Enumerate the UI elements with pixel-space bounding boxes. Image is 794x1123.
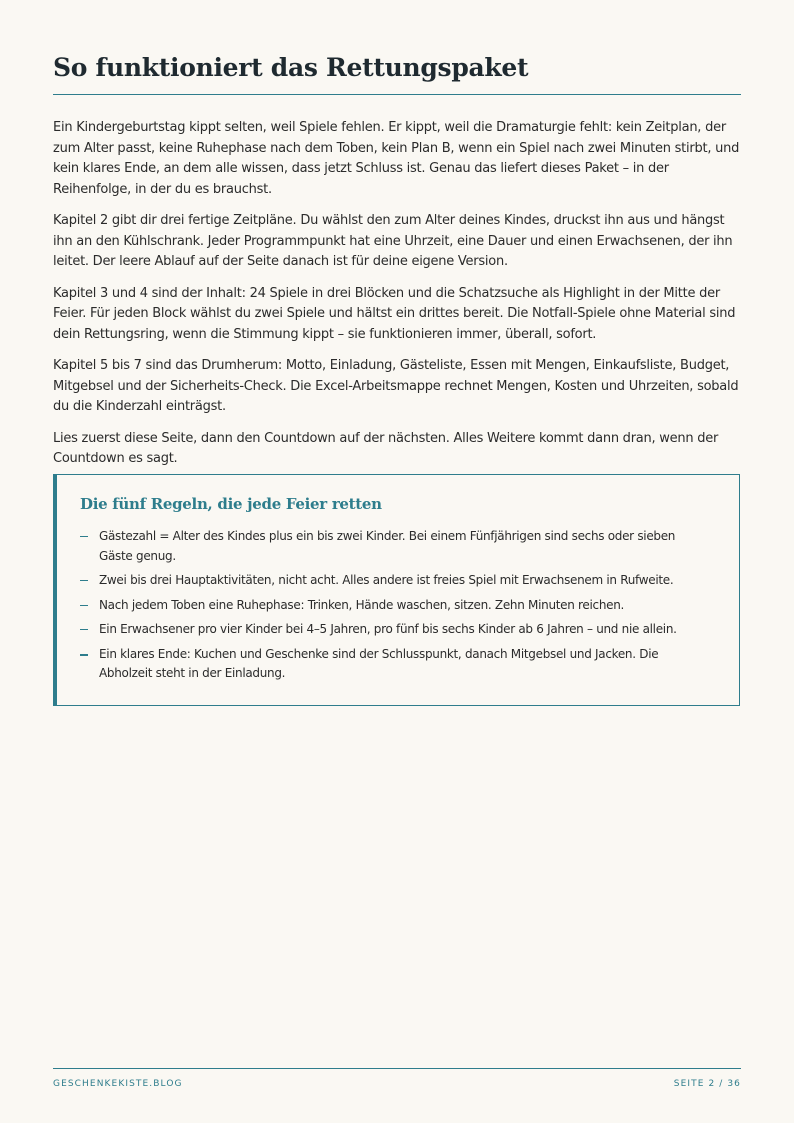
footer-site-name: GESCHENKEKISTE.BLOG xyxy=(53,1079,183,1089)
rule-text: Ein klares Ende: Kuchen und Geschenke sind der Schlusspunkt, danach Mitgebsel und Jacken. Die Abholzeit steht in der Einladung. xyxy=(99,646,659,680)
rules-title: Die fünf Regeln, die jede Feier retten xyxy=(80,495,382,513)
dash-bullet-icon xyxy=(80,629,88,630)
rule-item xyxy=(80,620,690,640)
rule-item xyxy=(80,527,690,566)
rules-list xyxy=(80,527,690,689)
dash-bullet-icon xyxy=(80,580,88,581)
dash-bullet-icon xyxy=(80,654,88,656)
rules-callout-box xyxy=(53,474,740,706)
paragraph-intro: Ein Kindergeburtstag kippt selten, weil Spiele fehlen. Er kippt, weil die Dramaturgie fehlt: kein Zeitplan, der zum Alter passt, keine Ruhephase nach dem Toben, kein Plan B, wenn ein Spiel nach zwei Minuten stirbt, und kein klares Ende, an dem alle wissen, dass jetzt Schluss ist. Genau das liefert dieses Paket – in der Reihenfolge, in der du es brauchst. xyxy=(53,120,740,197)
rule-text: Gästezahl = Alter des Kindes plus ein bis zwei Kinder. Bei einem Fünfjährigen sind sechs oder sieben Gäste genug. xyxy=(99,529,676,563)
rule-text: Nach jedem Toben eine Ruhephase: Trinken, Hände waschen, sitzen. Zehn Minuten reichen. xyxy=(99,597,625,612)
rule-item xyxy=(80,596,690,616)
rule-text: Zwei bis drei Hauptaktivitäten, nicht acht. Alles andere ist freies Spiel mit Erwachsenem in Rufweite. xyxy=(99,573,674,587)
page-title: So funktioniert das Rettungspaket xyxy=(53,53,529,82)
paragraph-chapter-2: Kapitel 2 gibt dir drei fertige Zeitpläne. Du wählst den zum Alter deines Kindes, druckst ihn aus und hängst ihn an den Kühlschrank. Jeder Programmpunkt hat eine Uhrzeit, eine Dauer und einen Erwachsenen, der ihn leitet. Der leere Ablauf auf der Seite danach ist für deine eigene Version. xyxy=(53,213,733,269)
body-text xyxy=(53,118,743,481)
dash-bullet-icon xyxy=(80,536,88,537)
paragraph-chapter-5-7: Kapitel 5 bis 7 sind das Drumherum: Motto, Einladung, Gästeliste, Essen mit Mengen, Einkaufsliste, Budget, Mitgebsel und der Sicherheits-Check. Die Excel-Arbeitsmappe rechnet Mengen, Kosten und Uhrzeiten, sobald du die Kinderzahl einträgst. xyxy=(53,358,739,414)
rule-text: Ein Erwachsener pro vier Kinder bei 4–5 Jahren, pro fünf bis sechs Kinder ab 6 Jahren – und nie allein. xyxy=(99,622,677,636)
footer-divider xyxy=(53,1068,741,1069)
title-divider xyxy=(53,94,741,95)
paragraph-chapter-3-4: Kapitel 3 und 4 sind der Inhalt: 24 Spiele in drei Blöcken und die Schatzsuche als Highlight in der Mitte der Feier. Für jeden Block wählst du zwei Spiele und hältst ein drittes bereit. Die Notfall-Spiele ohne Material sind dein Rettungsring, wenn die Stimmung kippt – sie funktionieren immer, überall, sofort. xyxy=(53,285,736,342)
dash-bullet-icon xyxy=(80,605,88,606)
footer-page-number: SEITE 2 / 36 xyxy=(673,1079,741,1089)
paragraph-reading-order: Lies zuerst diese Seite, dann den Countdown auf der nächsten. Alles Weitere kommt dann dran, wenn der Countdown es sagt. xyxy=(53,430,719,466)
rule-item xyxy=(80,571,690,591)
rule-item xyxy=(80,645,690,684)
